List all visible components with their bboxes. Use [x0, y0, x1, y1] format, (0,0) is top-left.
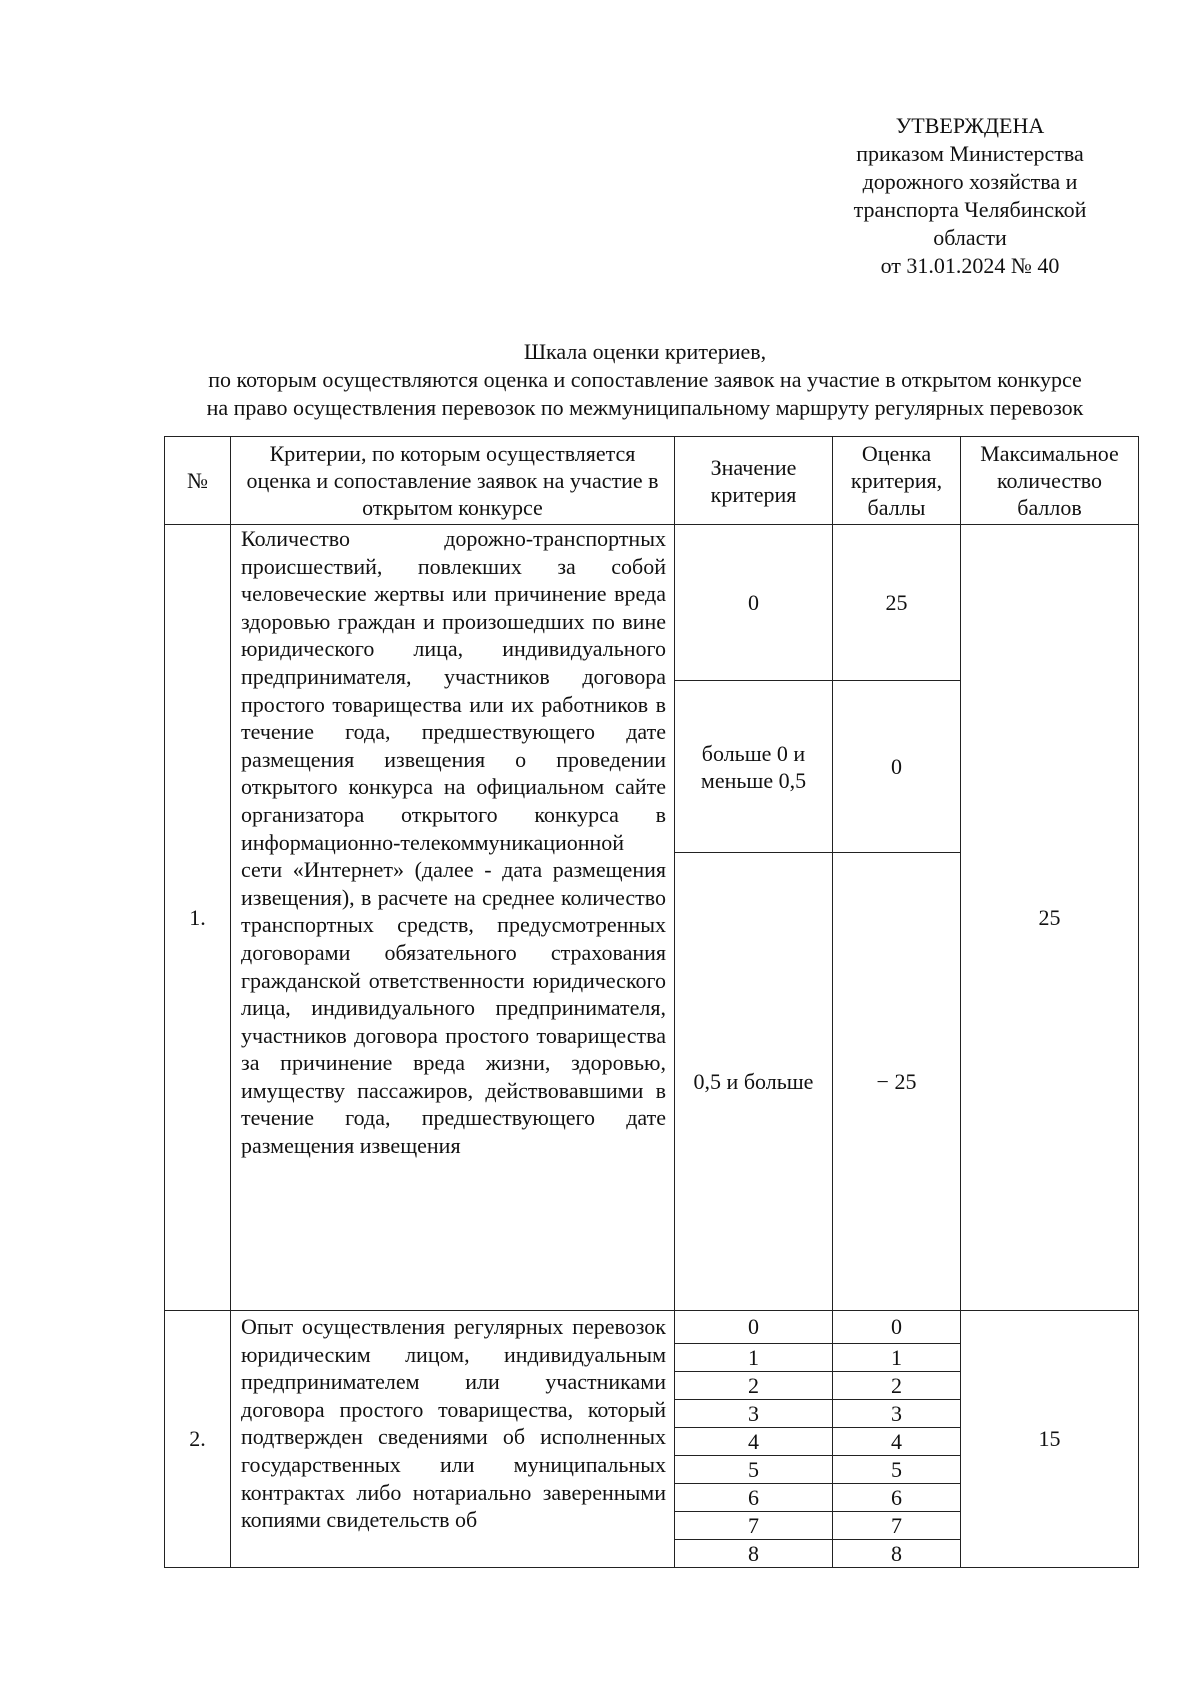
header-value: Значение критерия [675, 437, 833, 525]
criterion-score: 0 [833, 1311, 961, 1344]
header-num: № [165, 437, 231, 525]
approval-line: транспорта Челябинской [853, 197, 1087, 222]
header-score: Оценка критерия, баллы [833, 437, 961, 525]
approval-stamp [820, 112, 1120, 280]
criterion-score: 3 [833, 1400, 961, 1428]
title-line: по которым осуществляются оценка и сопоставление заявок на участие в открытом конкурсе [208, 367, 1082, 392]
criteria-table [164, 436, 1139, 1568]
criterion-score: 25 [833, 525, 961, 681]
criterion-score: 7 [833, 1512, 961, 1540]
criterion-score: 0 [833, 681, 961, 853]
title-line: Шкала оценки критериев, [523, 339, 767, 364]
approval-line: дорожного хозяйства и [862, 169, 1078, 194]
criterion-score: 1 [833, 1344, 961, 1372]
criterion-score: 2 [833, 1372, 961, 1400]
criterion-value: 5 [675, 1456, 833, 1484]
criterion-score: 6 [833, 1484, 961, 1512]
criterion-score: 4 [833, 1428, 961, 1456]
criterion-text: Количество дорожно-транспортных происшествий, повлекших за собой человеческие жертвы или причинение вреда здоровью граждан и произошедших по вине юридического лица, индивидуального предпринимателя, участников договора простого товарищества или их работников в течение года, предшествующего дате размещения извещения о проведении открытого конкурса на официальном сайте организатора открытого конкурса в информационно-телекоммуникационной сети «Интернет» (далее - дата размещения извещения), в расчете на среднее количество транспортных средств, предусмотренных договорами обязательного страхования гражданской ответственности юридического лица, индивидуального предпринимателя, участников договора простого товарищества за причинение вреда жизни, здоровью, имуществу пассажиров, действовавшими в течение года, предшествующего дате размещения извещения [231, 525, 675, 1311]
criterion-score: 5 [833, 1456, 961, 1484]
row-number: 2. [165, 1311, 231, 1568]
criterion-text: Опыт осуществления регулярных перевозок юридическим лицом, индивидуальным предпринимателем или участниками договора простого товарищества, который подтвержден сведениями об исполненных государственных или муниципальных контрактах либо нотариально заверенными копиями свидетельств об [231, 1311, 675, 1568]
criterion-score: − 25 [833, 853, 961, 1311]
title-line: на право осуществления перевозок по межмуниципальному маршруту регулярных перевозок [206, 395, 1084, 420]
header-criteria: Критерии, по которым осуществляется оценка и сопоставление заявок на участие в открытом конкурсе [231, 437, 675, 525]
row-number: 1. [165, 525, 231, 1311]
criterion-value: 4 [675, 1428, 833, 1456]
criterion-value: 0,5 и больше [675, 853, 833, 1311]
criterion-value: 0 [675, 525, 833, 681]
criterion-score: 8 [833, 1540, 961, 1568]
approval-heading: УТВЕРЖДЕНА [895, 113, 1045, 138]
criterion-value: 3 [675, 1400, 833, 1428]
approval-line: приказом Министерства [856, 141, 1084, 166]
header-max: Максимальное количество баллов [961, 437, 1139, 525]
max-score: 15 [961, 1311, 1139, 1568]
criterion-value: 1 [675, 1344, 833, 1372]
criterion-value: 7 [675, 1512, 833, 1540]
document-title [150, 338, 1140, 422]
approval-line: области [933, 225, 1007, 250]
approval-date: от 31.01.2024 № 40 [880, 253, 1060, 278]
criterion-value: 8 [675, 1540, 833, 1568]
criterion-value: 2 [675, 1372, 833, 1400]
criterion-value: 0 [675, 1311, 833, 1344]
criterion-value: больше 0 и меньше 0,5 [675, 681, 833, 853]
criterion-value: 6 [675, 1484, 833, 1512]
max-score: 25 [961, 525, 1139, 1311]
